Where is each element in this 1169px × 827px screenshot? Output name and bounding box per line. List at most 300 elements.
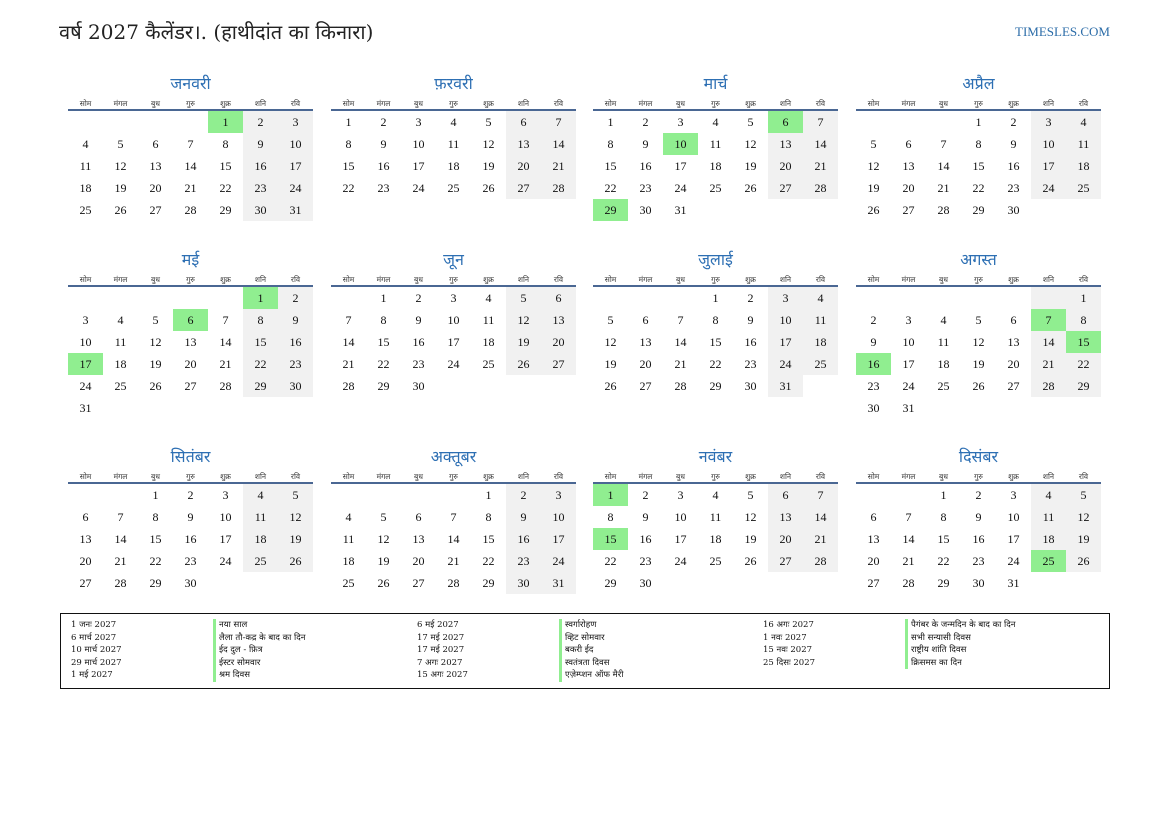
day-cell[interactable]: 1	[593, 484, 628, 506]
day-cell[interactable]: 11	[482, 313, 495, 327]
day-cell[interactable]: 6	[768, 111, 803, 133]
day-cell[interactable]: 2	[747, 291, 754, 305]
day-cell[interactable]: 21	[447, 554, 460, 568]
day-cell[interactable]: 16	[377, 159, 390, 173]
day-cell[interactable]: 29	[709, 379, 722, 393]
day-cell[interactable]: 27	[149, 203, 162, 217]
day-cell[interactable]: 22	[219, 181, 232, 195]
day-cell[interactable]: 14	[184, 159, 197, 173]
day-cell[interactable]: 13	[412, 532, 425, 546]
day-cell[interactable]: 14	[803, 133, 838, 155]
day-cell[interactable]: 18	[447, 159, 460, 173]
day-cell[interactable]: 4	[485, 291, 492, 305]
day-cell[interactable]: 24	[1007, 554, 1020, 568]
day-cell[interactable]: 4	[450, 115, 457, 129]
day-cell[interactable]: 1	[208, 111, 243, 133]
day-cell[interactable]: 7	[222, 313, 229, 327]
day-cell[interactable]: 8	[243, 309, 278, 331]
day-cell[interactable]: 29	[1066, 375, 1101, 397]
day-cell[interactable]: 1	[380, 291, 387, 305]
day-cell[interactable]: 22	[243, 353, 278, 375]
day-cell[interactable]: 12	[114, 159, 127, 173]
day-cell[interactable]: 8	[607, 510, 614, 524]
day-cell[interactable]: 29	[219, 203, 232, 217]
day-cell[interactable]: 23	[278, 353, 313, 375]
day-cell[interactable]: 4	[82, 137, 89, 151]
day-cell[interactable]: 17	[674, 159, 687, 173]
day-cell[interactable]: 14	[342, 335, 355, 349]
day-cell[interactable]: 17	[219, 532, 232, 546]
day-cell[interactable]: 17	[1007, 532, 1020, 546]
site-link[interactable]: TIMESLES.COM	[1015, 24, 1110, 39]
day-cell[interactable]: 8	[345, 137, 352, 151]
day-cell[interactable]: 3	[415, 115, 422, 129]
day-cell[interactable]: 5	[506, 287, 541, 309]
day-cell[interactable]: 9	[243, 133, 278, 155]
day-cell[interactable]: 24	[541, 550, 576, 572]
day-cell[interactable]: 31	[541, 572, 576, 594]
day-cell[interactable]: 22	[1066, 353, 1101, 375]
day-cell[interactable]: 27	[506, 177, 541, 199]
day-cell[interactable]: 8	[380, 313, 387, 327]
day-cell[interactable]: 27	[867, 576, 880, 590]
day-cell[interactable]: 17	[541, 528, 576, 550]
day-cell[interactable]: 19	[482, 159, 495, 173]
day-cell[interactable]: 16	[1007, 159, 1020, 173]
day-cell[interactable]: 1	[712, 291, 719, 305]
day-cell[interactable]: 14	[1031, 331, 1066, 353]
day-cell[interactable]: 12	[278, 506, 313, 528]
day-cell[interactable]: 8	[975, 137, 982, 151]
day-cell[interactable]: 16	[639, 532, 652, 546]
day-cell[interactable]: 25	[1066, 177, 1101, 199]
day-cell[interactable]: 11	[1031, 506, 1066, 528]
day-cell[interactable]: 30	[867, 401, 880, 415]
day-cell[interactable]: 27	[902, 203, 915, 217]
day-cell[interactable]: 13	[1007, 335, 1020, 349]
day-cell[interactable]: 17	[768, 331, 803, 353]
day-cell[interactable]: 26	[867, 203, 880, 217]
day-cell[interactable]: 6	[768, 484, 803, 506]
day-cell[interactable]: 18	[937, 357, 950, 371]
day-cell[interactable]: 30	[243, 199, 278, 221]
day-cell[interactable]: 6	[506, 111, 541, 133]
day-cell[interactable]: 9	[642, 137, 649, 151]
day-cell[interactable]: 25	[1031, 550, 1066, 572]
day-cell[interactable]: 22	[482, 554, 495, 568]
day-cell[interactable]: 3	[1031, 111, 1066, 133]
day-cell[interactable]: 20	[412, 554, 425, 568]
day-cell[interactable]: 27	[768, 177, 803, 199]
day-cell[interactable]: 21	[674, 357, 687, 371]
day-cell[interactable]: 15	[219, 159, 232, 173]
day-cell[interactable]: 16	[856, 353, 891, 375]
day-cell[interactable]: 1	[243, 287, 278, 309]
day-cell[interactable]: 9	[187, 510, 194, 524]
day-cell[interactable]: 21	[342, 357, 355, 371]
day-cell[interactable]: 7	[187, 137, 194, 151]
day-cell[interactable]: 23	[972, 554, 985, 568]
day-cell[interactable]: 2	[187, 488, 194, 502]
day-cell[interactable]: 12	[149, 335, 162, 349]
day-cell[interactable]: 21	[902, 554, 915, 568]
day-cell[interactable]: 17	[278, 155, 313, 177]
day-cell[interactable]: 12	[1066, 506, 1101, 528]
day-cell[interactable]: 6	[173, 309, 208, 331]
day-cell[interactable]: 25	[709, 554, 722, 568]
day-cell[interactable]: 13	[184, 335, 197, 349]
day-cell[interactable]: 12	[482, 137, 495, 151]
day-cell[interactable]: 20	[768, 528, 803, 550]
day-cell[interactable]: 30	[184, 576, 197, 590]
day-cell[interactable]: 14	[541, 133, 576, 155]
day-cell[interactable]: 25	[937, 379, 950, 393]
day-cell[interactable]: 7	[117, 510, 124, 524]
day-cell[interactable]: 10	[663, 133, 698, 155]
day-cell[interactable]: 7	[803, 111, 838, 133]
day-cell[interactable]: 2	[975, 488, 982, 502]
day-cell[interactable]: 18	[709, 532, 722, 546]
day-cell[interactable]: 11	[1066, 133, 1101, 155]
day-cell[interactable]: 8	[152, 510, 159, 524]
day-cell[interactable]: 15	[937, 532, 950, 546]
day-cell[interactable]: 23	[639, 181, 652, 195]
day-cell[interactable]: 11	[709, 137, 722, 151]
day-cell[interactable]: 4	[803, 287, 838, 309]
day-cell[interactable]: 2	[506, 484, 541, 506]
day-cell[interactable]: 23	[639, 554, 652, 568]
day-cell[interactable]: 21	[803, 155, 838, 177]
day-cell[interactable]: 7	[940, 137, 947, 151]
day-cell[interactable]: 3	[450, 291, 457, 305]
day-cell[interactable]: 1	[1066, 287, 1101, 309]
day-cell[interactable]: 10	[674, 510, 687, 524]
day-cell[interactable]: 3	[905, 313, 912, 327]
day-cell[interactable]: 14	[803, 506, 838, 528]
day-cell[interactable]: 21	[937, 181, 950, 195]
day-cell[interactable]: 28	[184, 203, 197, 217]
day-cell[interactable]: 7	[450, 510, 457, 524]
day-cell[interactable]: 28	[541, 177, 576, 199]
day-cell[interactable]: 2	[1010, 115, 1017, 129]
day-cell[interactable]: 25	[342, 576, 355, 590]
day-cell[interactable]: 12	[506, 309, 541, 331]
day-cell[interactable]: 27	[639, 379, 652, 393]
day-cell[interactable]: 10	[902, 335, 915, 349]
day-cell[interactable]: 20	[79, 554, 92, 568]
day-cell[interactable]: 9	[415, 313, 422, 327]
day-cell[interactable]: 17	[902, 357, 915, 371]
day-cell[interactable]: 9	[747, 313, 754, 327]
day-cell[interactable]: 6	[1010, 313, 1017, 327]
day-cell[interactable]: 21	[219, 357, 232, 371]
day-cell[interactable]: 3	[82, 313, 89, 327]
day-cell[interactable]: 5	[152, 313, 159, 327]
day-cell[interactable]: 2	[278, 287, 313, 309]
day-cell[interactable]: 26	[1066, 550, 1101, 572]
day-cell[interactable]: 30	[639, 576, 652, 590]
day-cell[interactable]: 22	[377, 357, 390, 371]
day-cell[interactable]: 31	[79, 401, 92, 415]
day-cell[interactable]: 17	[447, 335, 460, 349]
day-cell[interactable]: 18	[1031, 528, 1066, 550]
day-cell[interactable]: 4	[243, 484, 278, 506]
day-cell[interactable]: 10	[1031, 133, 1066, 155]
day-cell[interactable]: 6	[152, 137, 159, 151]
day-cell[interactable]: 19	[506, 331, 541, 353]
day-cell[interactable]: 23	[1007, 181, 1020, 195]
day-cell[interactable]: 15	[593, 528, 628, 550]
day-cell[interactable]: 4	[345, 510, 352, 524]
day-cell[interactable]: 20	[184, 357, 197, 371]
day-cell[interactable]: 21	[1031, 353, 1066, 375]
day-cell[interactable]: 6	[870, 510, 877, 524]
day-cell[interactable]: 28	[1031, 375, 1066, 397]
day-cell[interactable]: 30	[744, 379, 757, 393]
day-cell[interactable]: 10	[219, 510, 232, 524]
day-cell[interactable]: 16	[744, 335, 757, 349]
day-cell[interactable]: 29	[972, 203, 985, 217]
day-cell[interactable]: 4	[117, 313, 124, 327]
day-cell[interactable]: 24	[219, 554, 232, 568]
day-cell[interactable]: 12	[604, 335, 617, 349]
day-cell[interactable]: 23	[184, 554, 197, 568]
day-cell[interactable]: 13	[768, 133, 803, 155]
day-cell[interactable]: 20	[639, 357, 652, 371]
day-cell[interactable]: 5	[278, 484, 313, 506]
day-cell[interactable]: 30	[278, 375, 313, 397]
day-cell[interactable]: 19	[744, 159, 757, 173]
day-cell[interactable]: 12	[867, 159, 880, 173]
day-cell[interactable]: 5	[485, 115, 492, 129]
day-cell[interactable]: 15	[149, 532, 162, 546]
day-cell[interactable]: 22	[604, 554, 617, 568]
day-cell[interactable]: 16	[278, 331, 313, 353]
day-cell[interactable]: 24	[674, 554, 687, 568]
day-cell[interactable]: 13	[79, 532, 92, 546]
day-cell[interactable]: 31	[278, 199, 313, 221]
day-cell[interactable]: 22	[604, 181, 617, 195]
day-cell[interactable]: 29	[937, 576, 950, 590]
day-cell[interactable]: 15	[972, 159, 985, 173]
day-cell[interactable]: 13	[867, 532, 880, 546]
day-cell[interactable]: 22	[937, 554, 950, 568]
day-cell[interactable]: 18	[482, 335, 495, 349]
day-cell[interactable]: 10	[447, 313, 460, 327]
day-cell[interactable]: 20	[149, 181, 162, 195]
day-cell[interactable]: 18	[79, 181, 92, 195]
day-cell[interactable]: 25	[114, 379, 127, 393]
day-cell[interactable]: 8	[712, 313, 719, 327]
day-cell[interactable]: 1	[485, 488, 492, 502]
day-cell[interactable]: 29	[482, 576, 495, 590]
day-cell[interactable]: 28	[447, 576, 460, 590]
day-cell[interactable]: 27	[768, 550, 803, 572]
day-cell[interactable]: 1	[975, 115, 982, 129]
day-cell[interactable]: 30	[1007, 203, 1020, 217]
day-cell[interactable]: 26	[114, 203, 127, 217]
day-cell[interactable]: 21	[803, 528, 838, 550]
day-cell[interactable]: 2	[870, 313, 877, 327]
day-cell[interactable]: 19	[1066, 528, 1101, 550]
day-cell[interactable]: 2	[642, 488, 649, 502]
day-cell[interactable]: 25	[243, 550, 278, 572]
day-cell[interactable]: 12	[744, 137, 757, 151]
day-cell[interactable]: 19	[604, 357, 617, 371]
day-cell[interactable]: 18	[1066, 155, 1101, 177]
day-cell[interactable]: 25	[803, 353, 838, 375]
day-cell[interactable]: 28	[803, 177, 838, 199]
day-cell[interactable]: 13	[541, 309, 576, 331]
day-cell[interactable]: 26	[278, 550, 313, 572]
day-cell[interactable]: 15	[342, 159, 355, 173]
day-cell[interactable]: 30	[972, 576, 985, 590]
day-cell[interactable]: 13	[149, 159, 162, 173]
day-cell[interactable]: 7	[1031, 309, 1066, 331]
day-cell[interactable]: 16	[972, 532, 985, 546]
day-cell[interactable]: 26	[377, 576, 390, 590]
day-cell[interactable]: 26	[744, 181, 757, 195]
day-cell[interactable]: 17	[412, 159, 425, 173]
day-cell[interactable]: 9	[1010, 137, 1017, 151]
day-cell[interactable]: 18	[342, 554, 355, 568]
day-cell[interactable]: 27	[1007, 379, 1020, 393]
day-cell[interactable]: 29	[149, 576, 162, 590]
day-cell[interactable]: 19	[972, 357, 985, 371]
day-cell[interactable]: 19	[744, 532, 757, 546]
day-cell[interactable]: 24	[1031, 177, 1066, 199]
day-cell[interactable]: 11	[803, 309, 838, 331]
day-cell[interactable]: 26	[506, 353, 541, 375]
day-cell[interactable]: 20	[506, 155, 541, 177]
day-cell[interactable]: 16	[506, 528, 541, 550]
day-cell[interactable]: 28	[219, 379, 232, 393]
day-cell[interactable]: 23	[506, 550, 541, 572]
day-cell[interactable]: 10	[541, 506, 576, 528]
day-cell[interactable]: 23	[412, 357, 425, 371]
day-cell[interactable]: 6	[415, 510, 422, 524]
day-cell[interactable]: 22	[709, 357, 722, 371]
day-cell[interactable]: 15	[482, 532, 495, 546]
day-cell[interactable]: 5	[380, 510, 387, 524]
day-cell[interactable]: 12	[972, 335, 985, 349]
day-cell[interactable]: 8	[607, 137, 614, 151]
day-cell[interactable]: 14	[674, 335, 687, 349]
day-cell[interactable]: 7	[905, 510, 912, 524]
day-cell[interactable]: 4	[712, 488, 719, 502]
day-cell[interactable]: 24	[902, 379, 915, 393]
day-cell[interactable]: 3	[768, 287, 803, 309]
day-cell[interactable]: 1	[940, 488, 947, 502]
day-cell[interactable]: 3	[1010, 488, 1017, 502]
day-cell[interactable]: 10	[278, 133, 313, 155]
day-cell[interactable]: 28	[937, 203, 950, 217]
day-cell[interactable]: 31	[1007, 576, 1020, 590]
day-cell[interactable]: 23	[377, 181, 390, 195]
day-cell[interactable]: 17	[1031, 155, 1066, 177]
day-cell[interactable]: 15	[243, 331, 278, 353]
day-cell[interactable]: 3	[222, 488, 229, 502]
day-cell[interactable]: 14	[902, 532, 915, 546]
day-cell[interactable]: 28	[114, 576, 127, 590]
day-cell[interactable]: 26	[482, 181, 495, 195]
day-cell[interactable]: 20	[541, 331, 576, 353]
day-cell[interactable]: 24	[447, 357, 460, 371]
day-cell[interactable]: 2	[243, 111, 278, 133]
day-cell[interactable]: 28	[902, 576, 915, 590]
day-cell[interactable]: 16	[184, 532, 197, 546]
day-cell[interactable]: 22	[149, 554, 162, 568]
day-cell[interactable]: 8	[1066, 309, 1101, 331]
day-cell[interactable]: 15	[1066, 331, 1101, 353]
day-cell[interactable]: 6	[905, 137, 912, 151]
day-cell[interactable]: 26	[604, 379, 617, 393]
day-cell[interactable]: 3	[541, 484, 576, 506]
day-cell[interactable]: 10	[412, 137, 425, 151]
day-cell[interactable]: 27	[541, 353, 576, 375]
day-cell[interactable]: 16	[639, 159, 652, 173]
day-cell[interactable]: 30	[639, 203, 652, 217]
day-cell[interactable]: 28	[803, 550, 838, 572]
day-cell[interactable]: 24	[412, 181, 425, 195]
day-cell[interactable]: 19	[278, 528, 313, 550]
day-cell[interactable]: 1	[345, 115, 352, 129]
day-cell[interactable]: 25	[709, 181, 722, 195]
day-cell[interactable]: 5	[117, 137, 124, 151]
day-cell[interactable]: 30	[506, 572, 541, 594]
day-cell[interactable]: 18	[803, 331, 838, 353]
day-cell[interactable]: 19	[377, 554, 390, 568]
day-cell[interactable]: 4	[940, 313, 947, 327]
day-cell[interactable]: 15	[604, 159, 617, 173]
day-cell[interactable]: 6	[642, 313, 649, 327]
day-cell[interactable]: 12	[377, 532, 390, 546]
day-cell[interactable]: 11	[243, 506, 278, 528]
day-cell[interactable]: 18	[114, 357, 127, 371]
day-cell[interactable]: 6	[541, 287, 576, 309]
day-cell[interactable]: 23	[744, 357, 757, 371]
day-cell[interactable]: 25	[447, 181, 460, 195]
day-cell[interactable]: 6	[82, 510, 89, 524]
day-cell[interactable]: 9	[278, 309, 313, 331]
day-cell[interactable]: 5	[607, 313, 614, 327]
day-cell[interactable]: 15	[377, 335, 390, 349]
day-cell[interactable]: 10	[1007, 510, 1020, 524]
day-cell[interactable]: 2	[642, 115, 649, 129]
day-cell[interactable]: 11	[937, 335, 950, 349]
day-cell[interactable]: 1	[607, 115, 614, 129]
day-cell[interactable]: 2	[380, 115, 387, 129]
day-cell[interactable]: 30	[412, 379, 425, 393]
day-cell[interactable]: 20	[1007, 357, 1020, 371]
day-cell[interactable]: 1	[152, 488, 159, 502]
day-cell[interactable]: 5	[870, 137, 877, 151]
day-cell[interactable]: 10	[768, 309, 803, 331]
day-cell[interactable]: 16	[243, 155, 278, 177]
day-cell[interactable]: 31	[674, 203, 687, 217]
day-cell[interactable]: 3	[677, 488, 684, 502]
day-cell[interactable]: 5	[1066, 484, 1101, 506]
day-cell[interactable]: 31	[768, 375, 803, 397]
day-cell[interactable]: 5	[747, 488, 754, 502]
day-cell[interactable]: 11	[447, 137, 460, 151]
day-cell[interactable]: 28	[674, 379, 687, 393]
day-cell[interactable]: 2	[415, 291, 422, 305]
day-cell[interactable]: 10	[79, 335, 92, 349]
day-cell[interactable]: 24	[278, 177, 313, 199]
day-cell[interactable]: 29	[243, 375, 278, 397]
day-cell[interactable]: 14	[447, 532, 460, 546]
